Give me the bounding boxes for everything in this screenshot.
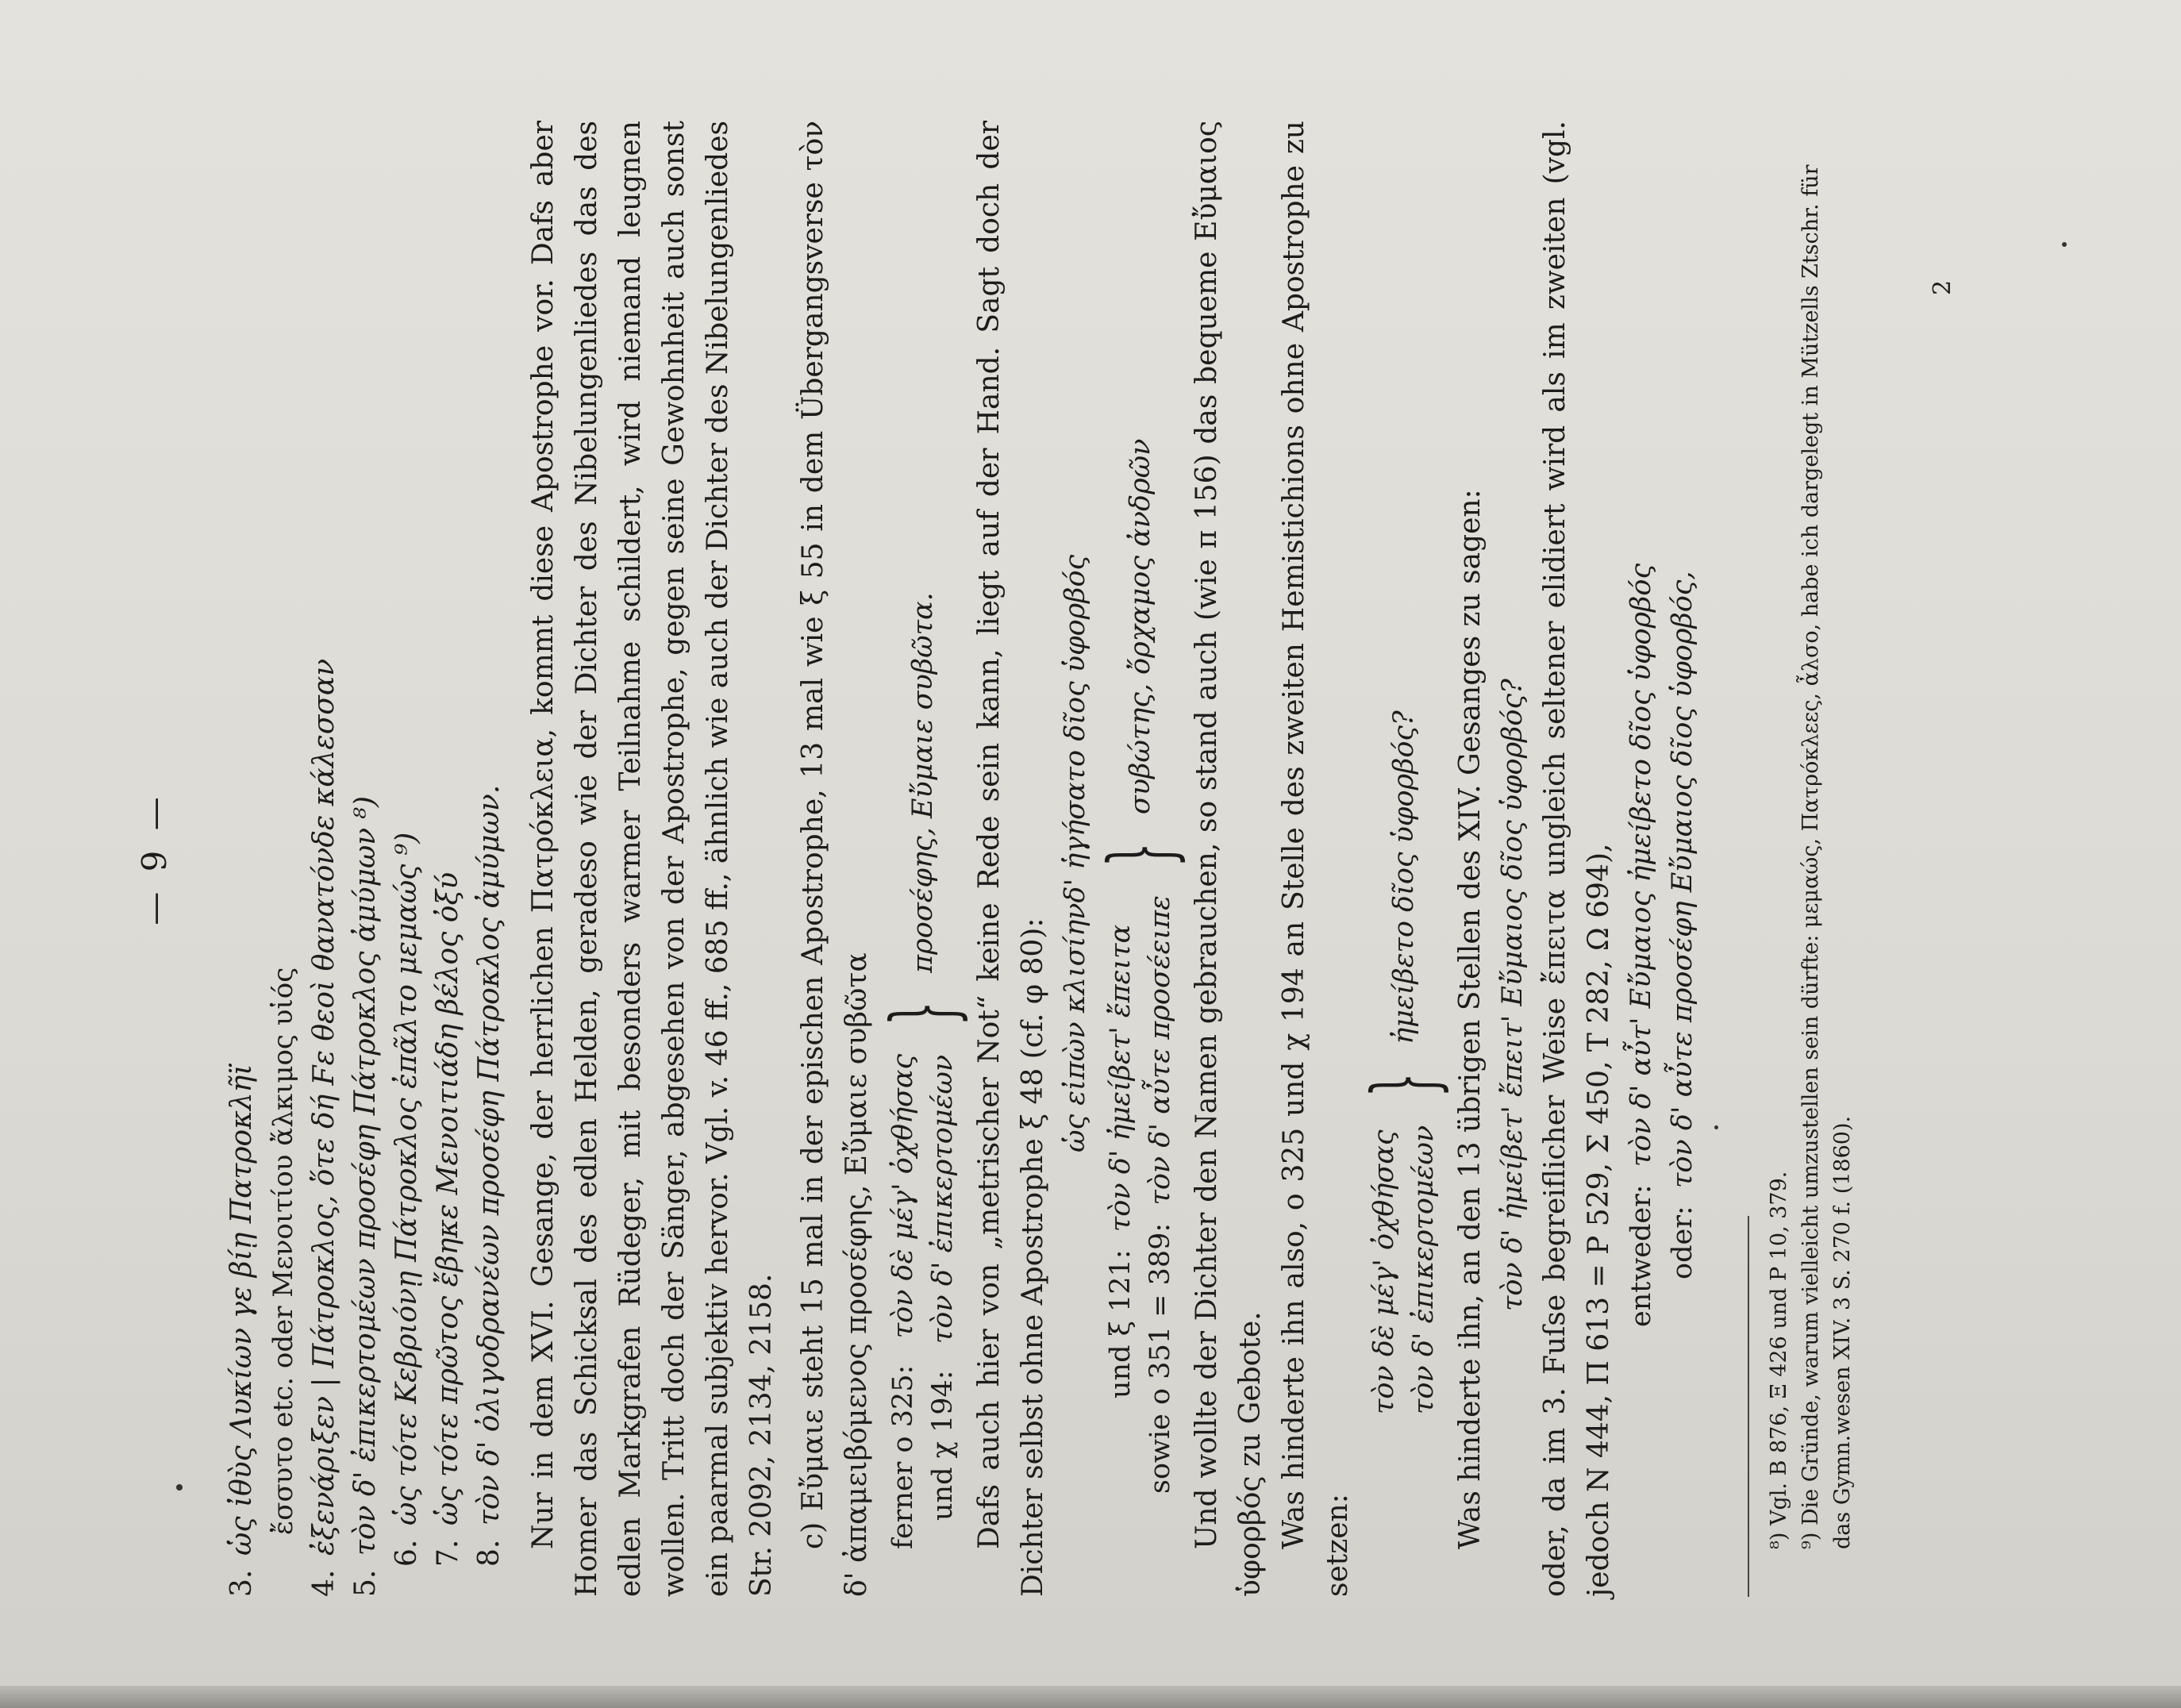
verse-ref: sowie ο 351 = 389: (1144, 1222, 1176, 1494)
alt-verse: τὸν δ' αὖτε προσέφη Εὔμαιος δῖος ὑφορβός, (1667, 571, 1698, 1189)
verse-text: ἐξενάριξεν | Πάτροκλος, ὅτε δή Ϝε θεοὶ θανατόνδε κάλεσσαν (308, 658, 340, 1556)
verse-block-right: προσέφης, Εὔμαιε συβῶτα. (907, 592, 939, 973)
signature-mark: 2 (1929, 279, 1956, 295)
verse-text: τὸν δ' ἐπικερτομέων προσέφη Πάτροκλος ἀμύμων ⁸) (349, 795, 382, 1556)
verse-ref: und ξ 121: (1105, 1249, 1137, 1398)
verse-greek: τὸν δ' ἠμείβετ' ἔπειτα (1105, 924, 1137, 1233)
alt-verse: τὸν δ' αὖτ' Εὔμαιος ἠμείβετο δῖος ὑφορβός (1625, 563, 1657, 1168)
page-content (135, 121, 1859, 1597)
verse-line: ὡς εἰπὼν κλισίηνδ' ἡγήσατο δῖος ὑφορβός (1060, 554, 1091, 1152)
verse-alternative (1662, 121, 1703, 1597)
paragraph-xiv-gesang: Was hinderte ihn, an den 13 übrigen Stellen des XIV. Gesanges zu sagen: (1454, 489, 1487, 1549)
verse-greek: τὸν δ' ἐπικερτομέων (927, 1054, 959, 1344)
verse-number: 4. (308, 1569, 340, 1597)
verse-ref: und χ 194: (927, 1370, 959, 1521)
verse-block-left (1101, 895, 1180, 1494)
verse-block-1 (872, 121, 974, 1549)
verse-block-left (1364, 1125, 1444, 1414)
verse-number: 7. (432, 1539, 464, 1567)
verse-greek: τὸν δὲ μέγ' ὀχθήσας (1368, 1129, 1400, 1414)
paragraph-dritter-fuss: oder, da im 3. Fuſse begreiflicher Weise ἔπειτα ungleich seltener elidiert wird als im zweiten (vgl. jedoch Ν 444, Π 613 = Ρ 529, Σ 450, Τ 282, Ω 694), (1539, 121, 1615, 1597)
footnote-9: ⁹) Die Gründe, warum vielleicht umzustellen sein dürfte: μεμαώς, Πατρόκλεες, ἆλσο, habe ich dargelegt in Mützells Ztschr. für das Gymn.wesen XIV. 3 S. 270 f. (1860). (1798, 164, 1855, 1549)
verse-block-3 (1353, 121, 1455, 1414)
verse-row (428, 121, 469, 1597)
verse-line: τὸν δ' ἠμείβετ' ἔπειτ' Εὔμαιος δῖος ὑφορβός? (1497, 679, 1529, 1311)
verse-block-right: ἠμείβετο δῖος ὑφορβός? (1388, 710, 1420, 1044)
paragraph-namen: Und wollte der Dichter den Namen gebrauchen, so stand auch (wie π 156) das bequeme Εὔμαιος ὑφορβός zu Gebote. (1191, 121, 1267, 1597)
verse-row (387, 121, 428, 1597)
verse-number: 6. (390, 1539, 423, 1567)
paragraph-was-hinderte: Was hinderte ihn also, ο 325 und χ 194 an Stelle des zweiten Hemistichions ohne Apostrophe zu setzen: (1278, 121, 1354, 1597)
paragraph-eumaie: c) Εὔμαιε steht 15 mal in der epischen Apostrophe, 13 mal wie ξ 55 in dem Übergangsverse τὸν δ' ἀπαμειβόμενος προσέφης, Εὔμαιε συβῶτα (797, 121, 873, 1597)
verse-greek: τὸν δ' αὖτε προσέειπε (1144, 895, 1176, 1206)
verse-text: τὸν δ' ὀλιγοδρανέων προσέφη Πάτροκλος ἀμύμων. (473, 784, 506, 1525)
verse-text: ὡς τότε πρῶτος ἔβηκε Μενοιτιάδη βέλος ὀξύ (432, 871, 464, 1525)
verse-alternative (1621, 121, 1662, 1597)
verse-row (221, 121, 263, 1597)
right-brace: } (872, 1001, 974, 1026)
footnote-rule (1748, 1216, 1749, 1597)
verse-row (469, 121, 510, 1597)
right-brace: } (1353, 1071, 1455, 1098)
page-number: — 9 — (135, 792, 174, 925)
verse-greek: τὸν δὲ μέγ' ὀχθήσας (887, 1053, 919, 1339)
verse-text: ὡς ἰθὺς Λυκίων γε βίῃ Πατροκλῆϊ (225, 1064, 258, 1556)
paragraph-patrokleia: Nur in dem XVI. Gesange, der herrlichen Πατρόκλεια, kommt diese Apostrophe vor. Dafs aber Homer das Schicksal des edlen Helden, geradeso wie der Dichter des Nibelungenliedes das des edlen Markgrafen Rüdeger, mit besonders warmer Teilnahme schildert, wird niemand leugnen wollen. Tritt doch der Sänger, abgesehen von der Apostrophe, gegen seine Gewohnheit auch sonst ein paarmal subjektiv hervor. Vgl. v. 46 ff., 685 ff., ähnlich wie auch der Dichter des Nibelungenliedes Str. 2092, 2134, 2158. (527, 121, 778, 1597)
verse-row (345, 121, 387, 1597)
paragraph-metrische-not: Dafs auch hier von „metrischer Not“ keine Rede sein kann, liegt auf der Hand. Sagt doch der Dichter selbst ohne Apostrophe ξ 48 (cf. φ 80): (973, 121, 1049, 1597)
alt-label: oder: (1667, 1206, 1698, 1279)
verse-block-left (883, 1054, 963, 1549)
verse-number: 8. (473, 1539, 506, 1567)
verse-text: ὡς τότε Κεβριόνῃ Πάτροκλος ἐπᾶλτο μεμαώς ⁹) (390, 832, 423, 1525)
right-brace: } (1090, 842, 1191, 867)
verse-block-right: συβώτης, ὄρχαμος ἀνδρῶν (1125, 438, 1156, 815)
verse-greek: τὸν δ' ἐπικερτομέων (1408, 1125, 1440, 1414)
verse-block-2 (1090, 121, 1191, 1494)
alt-label: entweder: (1625, 1184, 1657, 1327)
verse-ref: ferner ο 325: (887, 1364, 919, 1549)
footnote-8: ⁸) Vgl. Β 876, Ξ 426 und Ρ 10, 379. (1767, 1171, 1791, 1549)
verse-row (263, 121, 304, 1597)
verse-number: 5. (349, 1569, 382, 1597)
verse-text: ἔσσυτο etc. oder Μενοιτίου ἄλκιμος υἱός (267, 967, 299, 1535)
verse-number: 3. (225, 1569, 258, 1597)
verse-row (304, 121, 345, 1597)
verse-list (221, 121, 510, 1597)
